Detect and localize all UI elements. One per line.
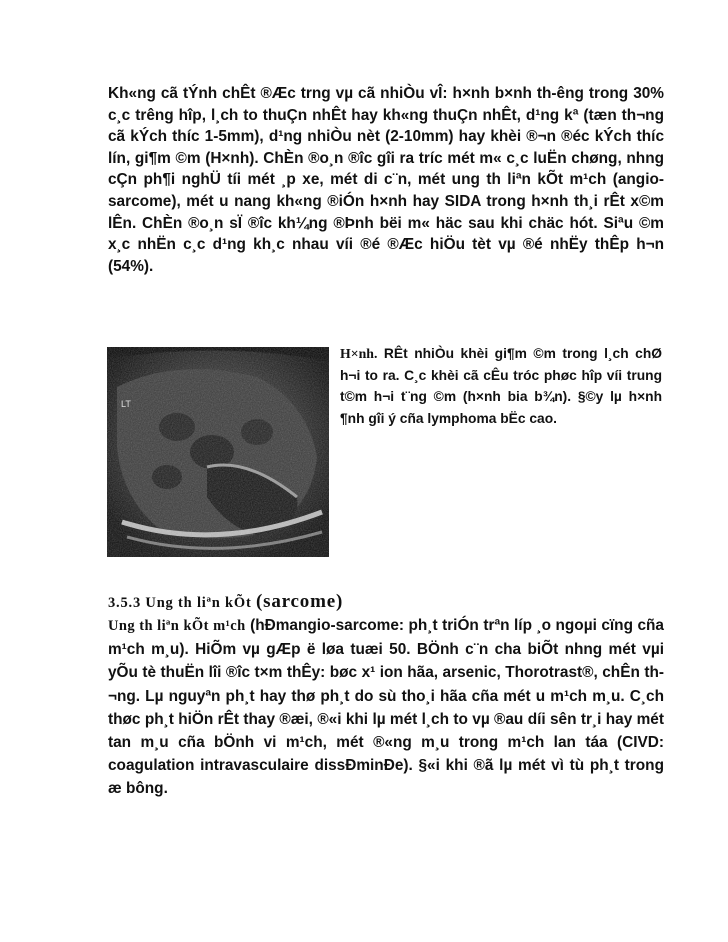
- paragraph-2-lead: Ung th liªn kÕt m¹ch: [108, 618, 246, 634]
- section-heading-text: 3.5.3 Ung th liªn kÕt: [108, 595, 257, 611]
- caption-lead: H×nh.: [340, 346, 378, 361]
- image-side-label: LT: [121, 399, 131, 409]
- body-paragraph-1: Kh«ng cã tÝnh chÊt ®Æc trng vµ cã nhiÒu vÎ: h×nh b×nh th-êng trong 30% c¸c trêng hîp, l¸ch to thuÇn nhÊt hay kh«ng thuÇn nhÊt, d¹ng kª (tæn th¬ng cã kÝch thíc 1-5mm), d¹ng nhiÒu nèt (2-10mm) hay khèi ®¬n ®éc kÝch thíc lín, gi¶m ©m (H×nh). ChÈn ®o¸n ®îc gîi ra tríc mét m« c¸c luËn chøng, nhng cÇn ph¶i nghÜ tíi mét ¸p xe, mét di c¨n, mét ung th liªn kÕt m¹ch (angio-sarcome), mét u nang kh«ng ®iÓn h×nh hay SIDA trong h×nh th¸i rÊt x©m lÊn. ChÈn ®o¸n sÏ ®îc kh¼ng ®Þnh bëi m« häc sau khi chäc hót. Siªu ©m x¸c nhËn c¸c d¹ng kh¸c nhau víi ®é ®Æc hiÖu tèt vµ ®é nhËy thÊp h¬n (54%).: [108, 85, 664, 275]
- figure-caption: [340, 343, 662, 429]
- section-heading-paren: (sarcome): [256, 591, 344, 612]
- paragraph-2-body: (hÐmangio-sarcome: ph¸t triÓn trªn líp ¸o ngoµi cïng cña m¹ch m¸u). HiÕm vµ gÆp ë løa tuæi 50. BÖnh c¨n cha biÕt nhng mét vµi yÕu tè thuËn lîi ®îc t×m thÊy: bøc x¹ ion hãa, arsenic, Thorotrast®, chÊn th¬ng. Lµ nguyªn ph¸t hay thø ph¸t do sù tho¸i hãa cña mét u m¹ch m¸u. C¸ch thøc ph¸t hiÖn rÊt thay ®æi, ®«i khi lµ mét l¸ch to vµ ®au díi sên tr¸i hay mét tan m¸u cña bÖnh vi m¹ch, mét ®«ng m¸u trong m¹ch lan táa (CIVD: coagulation intravasculaire dissÐminÐe). §«i khi ®ã lµ mét vì tù ph¸t trong æ bông.: [108, 617, 664, 798]
- caption-text: RÊt nhiÒu khèi gi¶m ©m trong l¸ch chØ h¬i to ra. C¸c khèi cã cÊu tróc phøc hîp víi trung t©m h¬i t¨ng ©m (h×nh bia b¾n). §©y lµ h×nh ¶nh gîi ý cña lymphoma bËc cao.: [340, 346, 662, 426]
- ultrasound-image: [107, 347, 329, 557]
- ultrasound-scan-graphic: [107, 347, 329, 557]
- body-paragraph-2: [108, 614, 664, 801]
- section-heading: [108, 592, 664, 613]
